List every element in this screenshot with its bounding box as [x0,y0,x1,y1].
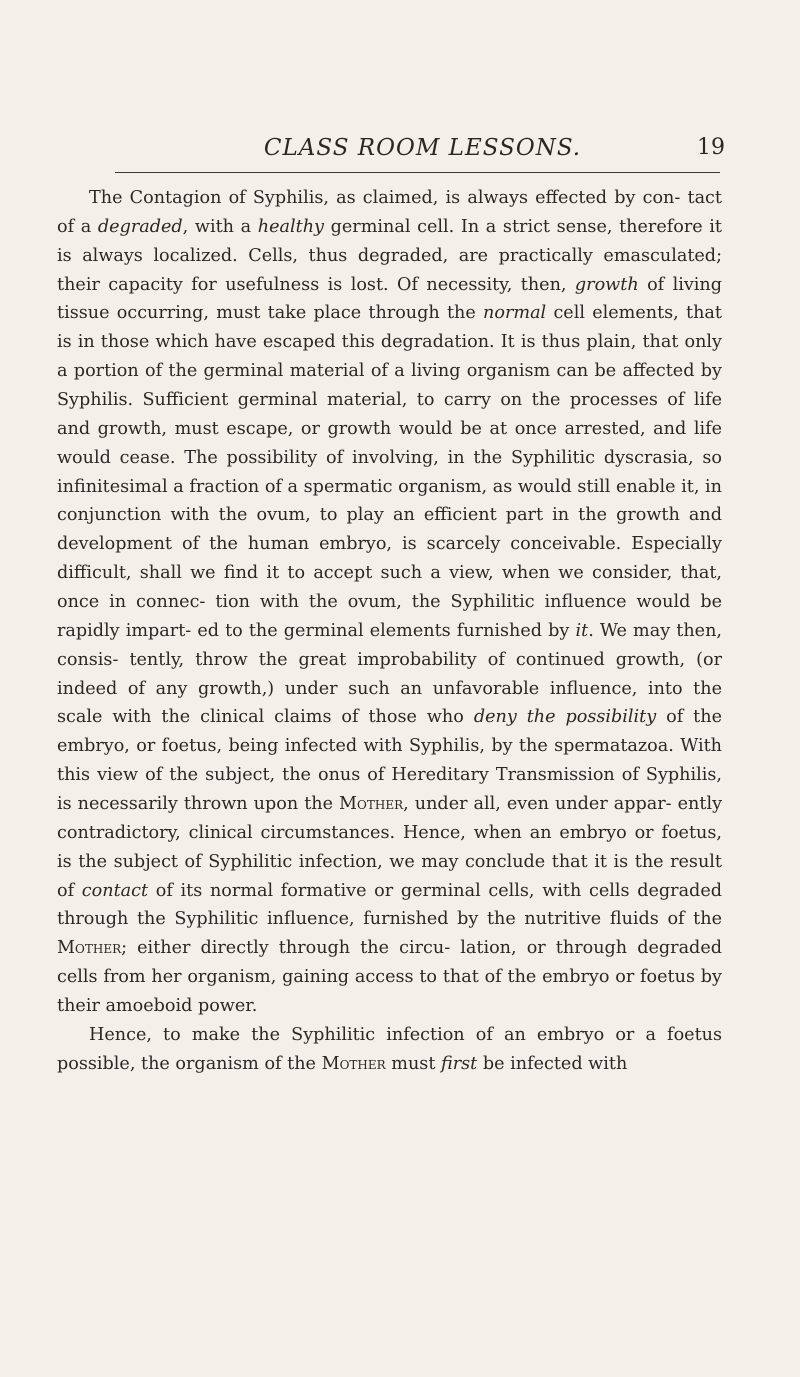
text-run: The Contagion of Syphilis, as claimed, is always effected by con- tact of a [57,188,722,237]
emphasis-normal: normal [483,303,547,324]
text-run: of its normal formative or germinal cells, with cells degraded through the Syphilitic influence, furnished by the nutritive fluids of the [57,880,722,930]
emphasis-contact: contact [81,880,149,901]
text-run: . We may then, consis- tently, throw the great improbability of continued growth, (or indeed of any growth,) under such an unfavorable influence, into the scale with the clinical claims of those who [57,620,723,728]
text-run: of living tissue occurring, must take place through the [57,274,723,324]
text-run: , with a [182,216,258,237]
text-run: Hence, to make the Syphilitic infection of an embryo or a foetus possible, the organism of the [57,1024,722,1074]
small-caps-mother: Mother [339,794,404,815]
text-run: cell elements, that is in those which have escaped this degradation. It is thus plain, that only a portion of the germinal material of a living organism can be affected by Syphilis. Sufficient germinal material, to carry on the processes of life and growth, must escape, or growth would be at once arrested, and life would cease. The possibility of involving, in the Syphilitic dyscrasia, so infinitesimal a fraction of a spermatic organism, as would still enable it, in conjunction with the ovum, to play an efficient part in the growth and development of the human embryo, is scarcely conceivable. Especially difficult, shall we find it to accept such a view, when we consider, that, once in connec- tion with the ovum, the Syphilitic influence would be rapidly impart- ed to the germinal elements furnished by [57,303,722,641]
emphasis-degraded: degraded [97,216,183,237]
emphasis-growth: growth [574,274,639,295]
running-head: CLASS ROOM LESSONS. [263,135,582,161]
header-rule [115,172,720,173]
emphasis-it: it [575,620,589,641]
small-caps-mother: Mother [321,1053,386,1074]
emphasis-healthy: healthy [257,216,324,237]
text-run: be infected with [477,1053,628,1074]
body-text [57,184,722,1079]
text-run: , under all, even under appar- ently contradictory, clinical circumstances. Hence, when an embryo or foetus, is the subject of Syphilitic infection, we may conclude that it is the result of [57,794,723,901]
small-caps-mother: Mother [57,938,122,959]
emphasis-first: first [441,1053,478,1074]
paragraph-contagion [57,184,722,1021]
emphasis-deny-possibility: deny the possibility [473,707,657,728]
page-header [100,128,725,168]
text-run: germinal cell. In a strict sense, therefore it is always localized. Cells, thus degraded, are practically emasculated; their capacity for usefulness is lost. Of necessity, then, [57,216,722,295]
text-run: must [385,1053,441,1074]
page-number: 19 [697,135,725,160]
text-run: of the embryo, or foetus, being infected with Syphilis, by the spermatazoa. With this view of the subject, the onus of Hereditary Transmission of Syphilis, is necessarily thrown upon the [57,707,722,815]
text-run: ; either directly through the circu- lation, or through degraded cells from her organism, gaining access to that of the embryo or foetus by their amoeboid power. [57,938,722,1017]
paragraph-hence [57,1021,722,1079]
